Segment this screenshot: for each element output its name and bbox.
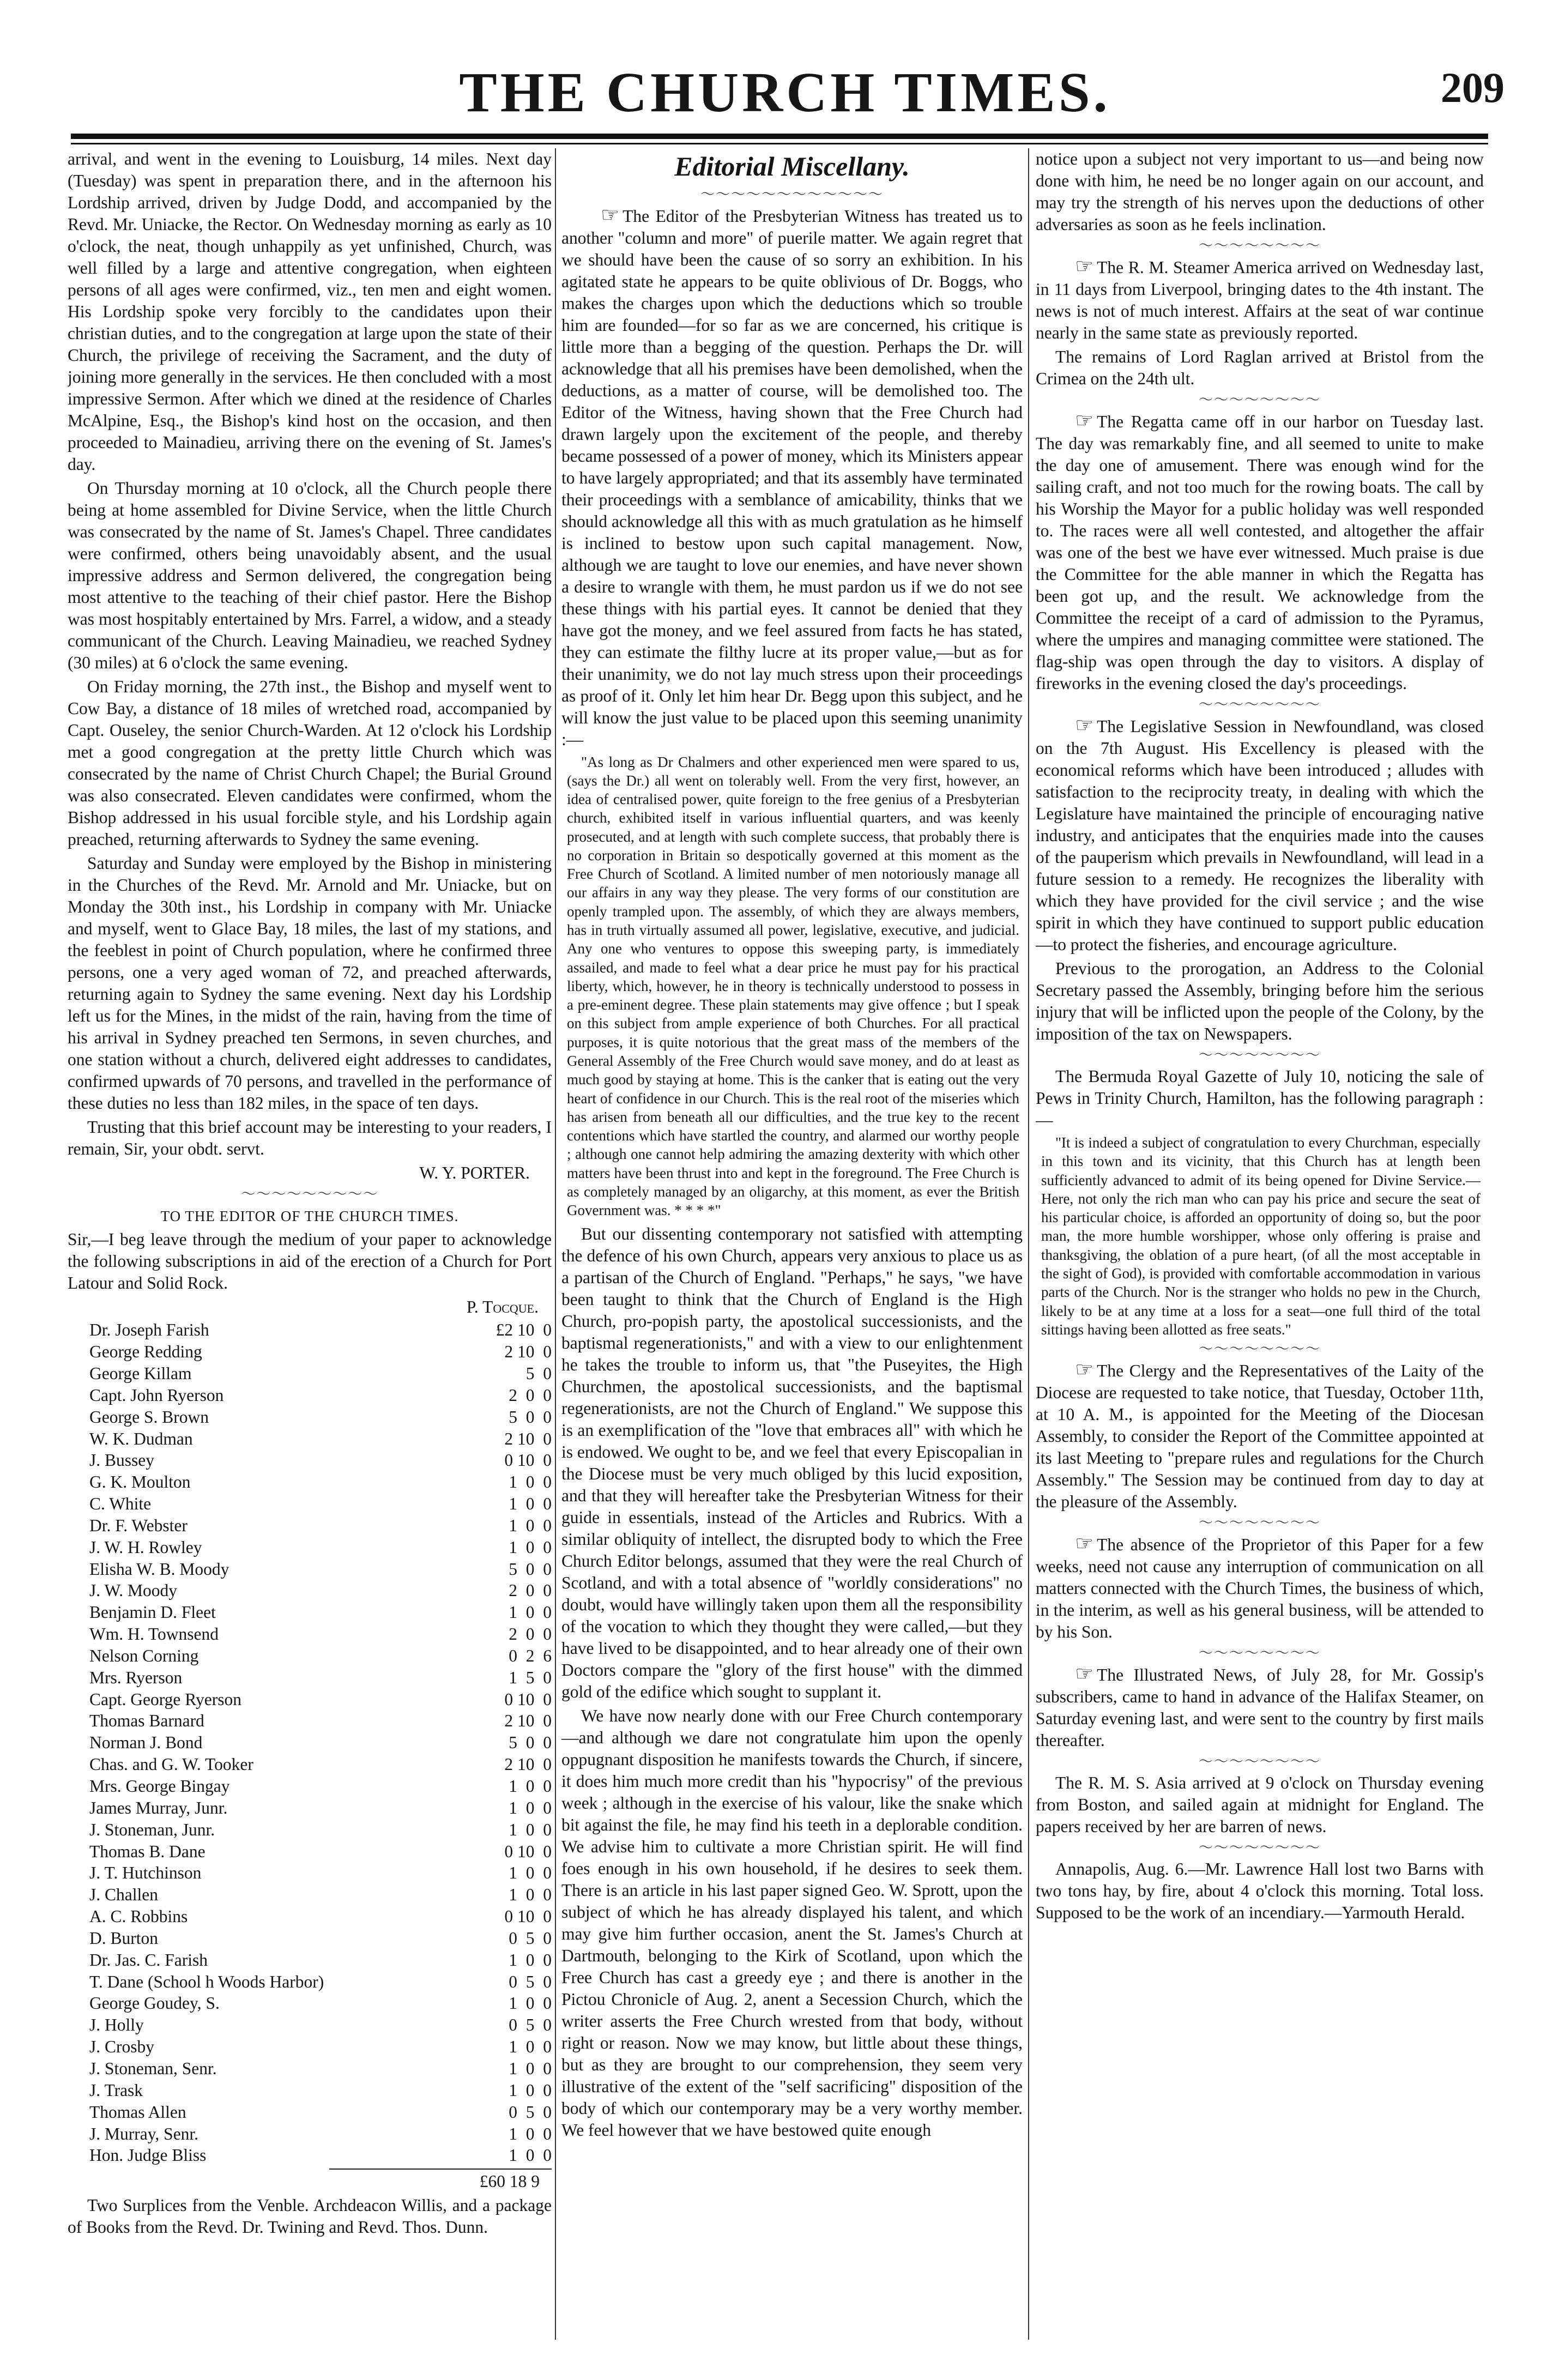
letter-intro: Sir,—I beg leave through the medium of your paper to acknowledge the following subscriptions in aid of the erection of a Church for Port Latour and Solid Rock. [68,1230,552,1293]
subscription-row [89,2014,552,2036]
subscription-amount: 2 10 0 [504,1755,552,1774]
subscription-row [89,1775,552,1797]
subscriptions-currency: P. Tocque. [466,1297,539,1317]
subscription-amount: 5 0 0 [509,1559,552,1579]
subscriber-name: George S. Brown [89,1407,209,1427]
subscription-row [89,1559,552,1580]
subscription-row [89,1819,552,1841]
subscriber-name: Mrs. Ryerson [89,1668,183,1687]
subscriber-name: Dr. Jas. C. Farish [89,1950,208,1970]
subscription-amount: 1 0 0 [509,2080,552,2100]
subscriber-name: Dr. Joseph Farish [89,1320,209,1340]
column-right [1036,148,1484,2351]
subscriber-name: George Killam [89,1363,192,1383]
subscriber-name: A. C. Robbins [89,1907,188,1926]
block-quote [1041,1133,1480,1339]
subscription-row [89,1493,552,1515]
subscriber-name: George Goudey, S. [89,1994,220,2013]
subscriber-name: Capt. John Ryerson [89,1385,224,1405]
subscriber-name: Mrs. George Bingay [89,1777,230,1796]
masthead [65,38,1504,131]
subscription-amount: 5 0 0 [509,1407,552,1427]
subscription-amount: 5 0 [525,1363,552,1383]
article-paragraph: Two Surplices from the Venble. Archdeacon Willis, and a package of Books from the Revd. Dr. Twining and Revd. Thos. Dunn. [68,2196,552,2237]
subscription-amount: 2 10 0 [504,1342,552,1362]
article-paragraph: We have now nearly done with our Free Church contemporary—and although we dare not congratulate him upon the openly oppugnant disposition he manifests towards the Church, if sincere, it does him much more credit than his "hypocrisy" of the previous week ; although in the exercise of his valour, like the snake which bit against the file, he may find his teeth in a deplorable condition. We advise him to cultivate a more Christian spirit. He will find foes enough in his own household, if he desires to seek them. There is an article in his last paper signed Geo. W. Sprott, upon the subject of which he has already displayed his talent, and which may give him further occasion, anent the St. James's Church at Dartmouth, belonging to the Kirk of Scotland, upon which the Free Church has cast a greedy eye ; and there is another in the Pictou Chronicle of Aug. 2, anent a Secession Church, which the writer asserts the Free Church wrested from that body, without right or reason. Now we may know, but little about these things, but as they are brought to our comprehension, they seem very illustrative of the extent of the "self sacrificing" disposition of the body of which our contemporary may be a very worthy member. We feel however that we have bestowed quite enough [561,1706,1023,2140]
subscription-amount: 5 0 0 [509,1733,552,1753]
column-left [68,148,552,2351]
subscription-row [89,1797,552,1819]
subscription-row [89,1884,552,1906]
notice-item: The Clergy and the Representatives of the Laity of the Diocese are requested to take notice, that Tuesday, October 11th, at 10 A. M., is appointed for the Meeting of the Diocesan Assembly, to consider the Report of the Committee appointed at its last Meeting to "prepare rules and regulations for the Church Assembly." The Session may be continued from day to day at the pleasure of the Assembly. [1036,1361,1484,1512]
subscription-row [89,1580,552,1602]
wavy-divider: 〜〜〜〜〜〜〜〜 [1198,392,1321,408]
wavy-divider: 〜〜〜〜〜〜〜〜 [1198,1754,1321,1770]
subscriber-name: C. White [89,1494,152,1514]
subscription-amount: 1 0 0 [509,1537,552,1557]
news-item: Previous to the prorogation, an Address to the Colonial Secretary passed the Assembly, bringing before him the serious injury that will be inflicted upon the people of the Colony, by the imposition of the tax on Newspapers. [1036,959,1484,1043]
article-paragraph: arrival, and went in the evening to Louisburg, 14 miles. Next day (Tuesday) was spent in preparation there, and in the afternoon his Lordship arrived, driven by Judge Dodd, and accompanied by the Revd. Mr. Uniacke, the Rector. On Wednesday morning as early as 10 o'clock, the neat, though unhappily as yet unfinished, Church, was well filled by a large and attentive congregation, when eighteen persons of all ages were confirmed, viz., ten men and eight women. His Lordship spoke very forcibly to the candidates upon their christian duties, and to the congregation at large upon the state of their Church, the privilege of receiving the Sacrament, and the duty of joining more generally in the services. He then concluded with a most impressive Sermon. After which we dined at the residence of Charles McAlpine, Esq., the Bishop's kind host on the occasion, and then proceeded to Mainadieu, arriving there on the evening of St. James's day. [68,149,552,474]
pointing-hand-icon: ☞ [1075,714,1094,737]
article-paragraph: But our dissenting contemporary not satisfied with attempting the defence of his own Church, appears very anxious to place us as a partisan of the Church of England. "Perhaps," he says, "we have been taught to think that the Church of England is the High Church, pro-popish party, the apostolical successionists, and the baptismal regenerationists," and with a view to our enlightenment he takes the trouble to inform us, that "the Puseyites, the High Churchmen, the apostolical successionists, and the baptismal regenerationists, are not the Church of England." We suppose this is an exemplification of the "love that embraces all" with which he is endowed. We ought to be, and we feel that every Episcopalian in the Diocese must be very much obliged by this lucid exposition, and that they will hereafter take the Presbyterian Witness for their guide in essentials, instead of the Articles and Rubrics. With a similar obliquity of intellect, the disrupted body to which the Free Church Editor belongs, assumed that they were the real Church of Scotland, and with a total absence of "worldly considerations" no doubt, would have willingly taken upon them all the responsibility of the vocation to which they thought they were called,—but they have lived to be disappointed, and to hear already one of their own Doctors compare the "glory of the first house" with the dimmed gold of the edifice which sought to supplant it. [561,1224,1023,1701]
subscription-amount: 0 5 0 [509,1972,552,1991]
subscription-row [89,1862,552,1884]
subscriptions-list [89,1319,552,2166]
subscriber-name: J. Crosby [89,2037,155,2057]
subscriber-name: D. Burton [89,1928,158,1948]
news-item: The Bermuda Royal Gazette of July 10, noticing the sale of Pews in Trinity Church, Hamilton, has the following paragraph :— [1036,1067,1484,1129]
news-item: The R. M. S. Asia arrived at 9 o'clock on Thursday evening from Boston, and sailed again at midnight for England. The papers received by her are barren of news. [1036,1773,1484,1837]
wavy-divider: 〜〜〜〜〜〜〜〜 [1198,1645,1321,1662]
subscription-amount: 0 10 0 [504,1451,552,1470]
subscriber-name: Thomas Barnard [89,1711,204,1731]
subscriber-name: W. K. Dudman [89,1429,193,1448]
subscription-row [89,1928,552,1949]
wavy-divider: 〜〜〜〜〜〜〜〜 [1198,1341,1321,1357]
subscription-amount: £2 10 0 [495,1320,552,1340]
subscription-row [89,1471,552,1493]
letter-heading: TO THE EDITOR OF THE CHURCH TIMES. [160,1208,459,1224]
subscriber-name: J. Stoneman, Senr. [89,2058,217,2078]
column-middle [561,148,1023,2351]
subscriber-name: T. Dane (School h Woods Harbor) [89,1972,324,1991]
pointing-hand-icon: ☞ [1075,1532,1094,1556]
subscription-amount: 1 0 0 [509,2058,552,2078]
subscriber-name: Elisha W. B. Moody [89,1559,229,1579]
pointing-hand-icon: ☞ [1075,1358,1094,1382]
subscription-row [89,1515,552,1537]
subscription-row [89,2145,552,2166]
subscriptions-header [68,1296,552,1318]
subscription-amount: 1 0 0 [509,1777,552,1796]
subscription-row [89,2058,552,2080]
subscriber-name: Wm. H. Townsend [89,1624,219,1644]
subscriber-name: J. W. Moody [89,1581,178,1600]
subscription-amount: 1 5 0 [509,1668,552,1687]
wavy-divider: 〜〜〜〜〜〜〜〜〜 [240,1186,378,1202]
subscriptions-total: £60 18 9 [329,2168,552,2192]
pointing-hand-icon: ☞ [601,203,620,227]
quote-text: "As long as Dr Chalmers and other experienced men were spared to us, (says the Dr.) all went on tolerably well. From the very first, however, an idea of centralised power, quite foreign to the free genius of a Presbyterian church, exhibited itself in various influential quarters, and was keenly prosecuted, and at length with such complete success, that probably there is no corporation in Britain so despotically governed at this moment as the Free Church of Scotland. A limited number of men notoriously manage all our affairs in any way they please. The very forms of our constitution are openly trampled upon. The assembly, of which they are always members, has in truth virtually assumed all power, legislative, executive, and judicial. Any one who ventures to oppose this sweeping party, is immediately assailed, and made to feel what a dear price he must pay for his practical liberty, which, however, he in theory is technically understood to possess in a pre-eminent degree. These plain statements may give offence ; but I speak on this subject from ample experience of both Churches. For all practical purposes, it is quite notorious that the great mass of the members of the General Assembly of the Free Church would save money, and do at least as much good by staying at home. This is the canker that is eating out the very heart of confidence in our Church. This is the real root of the miseries which has arisen from beneath all our difficulties, and the true key to the recent contentions which have startled the country, and alarmed our worthy people ; although one cannot help admiring the amazing dexterity with which other matters have been thrust into and kept in the foreground. The Free Church is as completely managed by an oligarchy, at this moment, as ever the British Government was. * * * *" [567,753,1019,1219]
subscription-amount: 1 0 0 [509,1798,552,1817]
section-title: Editorial Miscellany. [674,151,910,182]
pointing-hand-icon: ☞ [1075,1663,1094,1686]
subscriber-name: Thomas B. Dane [89,1841,206,1861]
subscription-amount: 2 0 0 [509,1385,552,1405]
subscription-amount: 0 5 0 [509,1928,552,1948]
subscription-row [89,1754,552,1775]
subscriber-name: J. Trask [89,2080,143,2100]
subscriber-name: G. K. Moulton [89,1472,191,1492]
subscription-row [89,1341,552,1363]
article-paragraph: On Friday morning, the 27th inst., the Bishop and myself went to Cow Bay, a distance of 18 miles of wretched road, accompanied by Capt. Ouseley, the senior Church-Warden. At 12 o'clock his Lordship met a good congregation at the pretty little Church which was consecrated by the name of Christ Church Chapel; the Burial Ground was also consecrated. Eleven candidates were confirmed, whom the Bishop addressed in his usual forcible style, and his Lordship again preached, returning afterwards to Sydney the same evening. [68,677,552,849]
subscription-amount: 1 0 0 [509,2124,552,2143]
article-paragraph: Saturday and Sunday were employed by the Bishop in ministering in the Churches of the Revd. Mr. Arnold and Mr. Uniacke, but on Monday the 30th inst., his Lordship in company with Mr. Uniacke and myself, went to Glace Bay, 18 miles, the last of my stations, and the feeblest in point of Church population, where he confirmed three persons, one a very aged woman of 72, and preached afterwards, returning again to Sydney the same evening. Next day his Lordship left us for the Mines, in the midst of the rain, having from the time of his arrival in Sydney preached ten Sermons, in seven churches, and one station without a church, delivered eight addresses to candidates, confirmed upwards of 70 persons, and travelled in the performance of these duties no less than 182 miles, in the space of ten days. [68,854,552,1113]
wavy-divider: 〜〜〜〜〜〜〜〜 [1198,697,1321,712]
wavy-divider: 〜〜〜〜〜〜〜〜 [1198,1047,1321,1063]
subscription-amount: 0 10 0 [504,1907,552,1926]
subscription-row [89,1428,552,1450]
subscriber-name: George Redding [89,1342,202,1362]
quote-text: "It is indeed a subject of congratulation to every Churchman, especially in this town and its vicinity, that this Church has at length been sufficiently advanced to admit of its being opened for Divine Service.—Here, not only the rich man who can pay his price and secure the seat of his particular choice, is afforded an opportunity of doing so, but the poor man, the more humble worshipper, whose only offering is praise and thanksgiving, the oblation of a pure heart, (of all the most acceptable in the sight of God), is provided with comfortable accommodation in various parts of the Church. Nor is the stranger who holds no pew in the Church, likely to be at any time at a loss for a seat—one full third of the total sittings having been allotted as free seats." [1041,1134,1480,1338]
subscription-row [89,1537,552,1559]
subscription-amount: 1 0 0 [509,1820,552,1839]
article-paragraph: On Thursday morning at 10 o'clock, all the Church people there being at home assembled for Divine Service, when the little Church was consecrated by the name of St. James's Chapel. Three candidates were confirmed, others being unavoidably absent, and the usual impressive address and Sermon delivered, the congregation being most attentive to the teaching of their chief pastor. Here the Bishop was most hospitably entertained by Mrs. Farrel, a widow, and a steady communicant of the Church. Leaving Mainadieu, we reached Sydney (30 miles) at 6 o'clock the same evening. [68,479,552,672]
subscription-amount: 0 2 6 [509,1646,552,1665]
subscriber-name: J. Holly [89,2015,144,2035]
subscription-amount: 1 0 0 [509,1950,552,1970]
subscription-row [89,2036,552,2058]
subscription-row [89,2101,552,2123]
pointing-hand-icon: ☞ [1075,409,1094,432]
subscriber-name: J. Challen [89,1885,158,1905]
subscriber-name: J. T. Hutchinson [89,1863,202,1883]
subscription-amount: 1 0 0 [509,1994,552,2013]
subscription-row [89,1449,552,1471]
subscriber-name: Benjamin D. Fleet [89,1603,216,1622]
subscription-row [89,1385,552,1406]
subscription-amount: 2 10 0 [504,1711,552,1731]
subscription-row [89,1992,552,2014]
masthead-rule-thin [71,143,1488,144]
subscription-amount: 1 0 0 [509,1885,552,1905]
subscriber-name: Hon. Judge Bliss [89,2146,207,2165]
subscription-amount: 2 0 0 [509,1581,552,1600]
news-item: The R. M. Steamer America arrived on Wednesday last, in 11 days from Liverpool, bringing dates to the 4th instant. The news is not of much interest. Affairs at the seat of war continue nearly in the same state as previously reported. [1036,258,1484,342]
subscription-row [89,1710,552,1732]
news-item: The Legislative Session in Newfoundland, was closed on the 7th August. His Excellency is pleased with the economical reforms which have been introduced ; alludes with satisfaction to the reciprocity treaty, in dealing with which the Legislature have maintained the principle of encouraging native industry, and anticipates that the enquiries made into the causes of the pauperism which prevails in Newfoundland, will lead in a future session to a remedy. He recognizes the liberality with which they have provided for the civil service ; and the wise spirit in which they have continued to support public education—to protect the fisheries, and encourage agriculture. [1036,717,1484,954]
subscriber-name: J. Bussey [89,1451,155,1470]
subscription-row [89,1319,552,1341]
subscription-amount: 0 10 0 [504,1689,552,1709]
wavy-divider: 〜〜〜〜〜〜〜〜 [1198,1840,1321,1856]
wavy-divider: 〜〜〜〜〜〜〜〜 [1198,238,1321,253]
notice-item: The absence of the Proprietor of this Paper for a few weeks, need not cause any interruption of communication on all matters connected with the Church Times, the business of which, in the interim, as well as his general business, will be attended to by his Son. [1036,1535,1484,1642]
column-divider [555,148,556,2340]
subscription-amount: 1 0 0 [509,1863,552,1883]
pointing-hand-icon: ☞ [1075,255,1094,278]
page-number: 209 [1441,64,1504,111]
block-quote [567,753,1019,1220]
subscription-row [89,1906,552,1928]
subscription-row [89,1949,552,1971]
subscriber-name: Thomas Allen [89,2102,186,2122]
subscriber-name: Capt. George Ryerson [89,1689,241,1709]
article-paragraph: The Editor of the Presbyterian Witness has treated us to another "column and more" of puerile matter. We again regret that we should have been the cause of so sorry an exhibition. In his agitated state he appears to be quite oblivious of Dr. Boggs, who makes the charges upon which the deductions which so trouble him are founded—for so far as we are concerned, his critique is little more than a begging of the question. Perhaps the Dr. will acknowledge that all his premises have been demolished, when the deductions, as a matter of course, will be demolished too. The Editor of the Witness, having shown that the Free Church had drawn largely upon the excitement of the people, and thereby became possessed of a power of money, which its Ministers appear to have largely appropriated; and that its assembly have terminated their proceedings with a semblance of amicability, thinks that we should acknowledge all this with as much gratulation as he himself is inclined to bestow upon such capital management. Now, although we are taught to love our enemies, and have never shown a desire to wrangle with them, he must pardon us if we do not see these things with his partial eyes. It cannot be denied that they have got the money, and we feel assured from facts he has stated, they can estimate the filthy lucre at its proper value,—but as for their unanimity, we do not lay much stress upon their proceedings as proof of it. Only let him hear Dr. Begg upon this subject, and he will know the just value to be placed upon this seeming unanimity :— [561,206,1023,749]
newspaper-title: THE CHURCH TIMES. [459,61,1111,124]
subscription-amount: 1 0 0 [509,1494,552,1514]
news-item: The remains of Lord Raglan arrived at Bristol from the Crimea on the 24th ult. [1036,347,1484,388]
subscription-amount: 2 0 0 [509,1624,552,1644]
subscription-row [89,1623,552,1645]
subscription-amount: 1 0 0 [509,2037,552,2057]
subscription-row [89,1363,552,1385]
subscription-amount: 0 10 0 [504,1841,552,1861]
subscription-row [89,1645,552,1667]
subscriber-name: Nelson Corning [89,1646,199,1665]
subscription-row [89,1732,552,1754]
subscription-row [89,1689,552,1711]
subscriber-name: J. Stoneman, Junr. [89,1820,215,1839]
subscription-amount: 0 5 0 [509,2015,552,2035]
wavy-divider: 〜〜〜〜〜〜〜〜〜〜〜〜 [700,186,884,202]
subscriber-name: J. W. H. Rowley [89,1537,202,1557]
subscription-amount: 1 0 0 [509,2146,552,2165]
subscription-row [89,1602,552,1623]
subscription-amount: 1 0 0 [509,1603,552,1622]
subscription-row [89,1971,552,1993]
subscription-amount: 1 0 0 [509,1515,552,1535]
subscription-row [89,1667,552,1689]
column-divider [1028,148,1029,2340]
subscription-row [89,2123,552,2145]
masthead-rule [71,134,1488,139]
subscription-amount: 1 0 0 [509,1472,552,1492]
subscriber-name: Norman J. Bond [89,1733,203,1753]
subscriber-name: J. Murray, Senr. [89,2124,199,2143]
subscriber-name: Chas. and G. W. Tooker [89,1755,253,1774]
news-item: The Illustrated News, of July 28, for Mr. Gossip's subscribers, came to hand in advance of the Halifax Steamer, on Saturday evening last, and were sent to the country by first mails thereafter. [1036,1665,1484,1750]
news-item: The Regatta came off in our harbor on Tuesday last. The day was remarkably fine, and all seemed to unite to make the day one of amusement. There was enough wind for the sailing craft, and not too much for the rowing boats. The call by his Worship the Mayor for a public holiday was well responded to. The races were all well contested, and altogether the affair was one of the best we have ever witnessed. Much praise is due the Committee for the able manner in which the Regatta has been got up, and the result. We acknowledge from the Committee the receipt of a card of admission to the Pyramus, where the umpires and managing committee were stationed. The flag-ship was open through the day to visitors. A display of fireworks in the evening closed the day's proceedings. [1036,412,1484,693]
letter-signature: W. Y. PORTER. [419,1163,530,1182]
wavy-divider: 〜〜〜〜〜〜〜〜 [1198,1515,1321,1531]
subscription-row [89,1406,552,1428]
subscription-row [89,1841,552,1863]
subscription-amount: 0 5 0 [509,2102,552,2122]
subscription-amount: 2 10 0 [504,1429,552,1448]
article-paragraph: Trusting that this brief account may be interesting to your readers, I remain, Sir, your obdt. servt. [68,1117,552,1158]
subscriber-name: Dr. F. Webster [89,1515,188,1535]
article-paragraph: notice upon a subject not very important to us—and being now done with him, he need be no longer again on our account, and may try the strength of his nerves upon the deductions of other adversaries as soon as he feels inclination. [1036,149,1484,234]
subscription-row [89,2080,552,2101]
subscriber-name: James Murray, Junr. [89,1798,228,1817]
news-item: Annapolis, Aug. 6.—Mr. Lawrence Hall lost two Barns with two tons hay, by fire, about 4 o'clock this morning. Total loss. Supposed to be the work of an incendiary.—Yarmouth Herald. [1036,1859,1484,1923]
